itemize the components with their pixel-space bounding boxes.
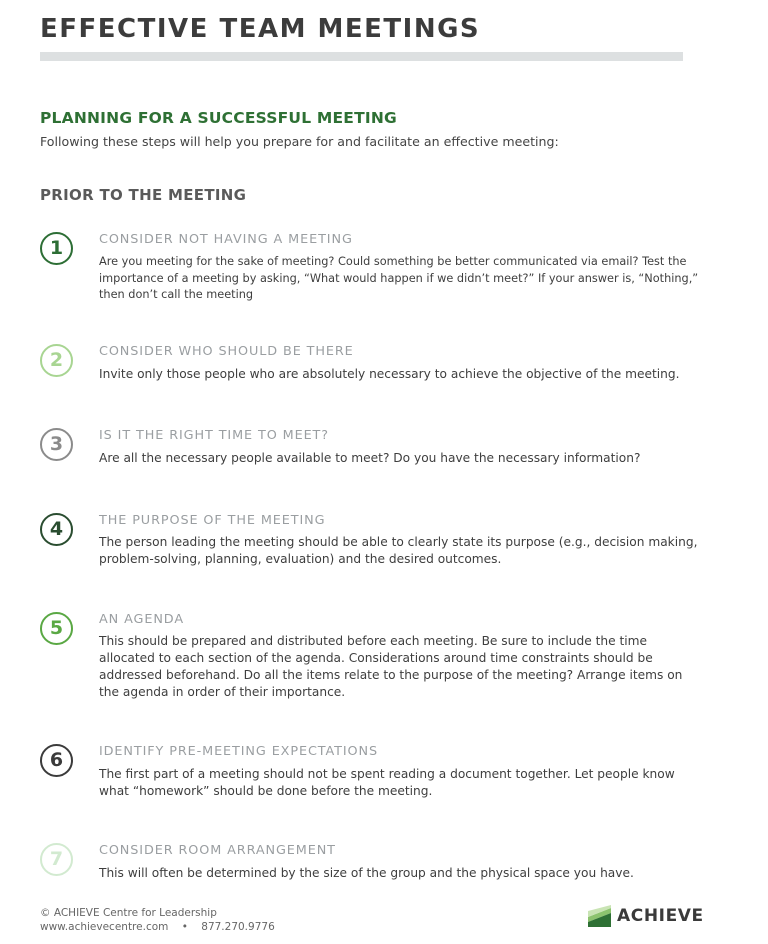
step-title: AN AGENDA xyxy=(99,612,184,627)
step-number-badge: 4 xyxy=(40,513,73,546)
footer-phone: 877.270.9776 xyxy=(201,921,275,933)
footer-separator: • xyxy=(181,921,188,933)
step-body: Invite only those people who are absolutely necessary to achieve the objective of the meeting. xyxy=(99,367,680,381)
step-body: The person leading the meeting should be able to clearly state its purpose (e.g., decision making, problem-solving, planning, evaluation) and the desired outcomes. xyxy=(99,535,698,566)
step-body: Are you meeting for the sake of meeting? Could something be better communicated via email? Test the importance of a meeting by asking, “What would happen if we didn’t meet?” If your answer is, “Nothing,” then don’t call the meeting xyxy=(99,255,699,301)
step-body: This should be prepared and distributed before each meeting. Be sure to include the time allocated to each section of the agenda. Considerations around time constraints should be addressed beforehand. Do all the items relate to the purpose of the meeting? Arrange items on the agenda in order of their importance. xyxy=(99,634,683,699)
section-heading: PLANNING FOR A SUCCESSFUL MEETING xyxy=(40,109,397,127)
step-number-badge: 6 xyxy=(40,744,73,777)
step-body: Are all the necessary people available to meet? Do you have the necessary information? xyxy=(99,451,641,465)
step-body: The first part of a meeting should not be spent reading a document together. Let people know what “homework” should be done before the meeting. xyxy=(99,767,675,798)
step-number-badge: 1 xyxy=(40,232,73,265)
step-number-badge: 2 xyxy=(40,344,73,377)
footer-website-link[interactable]: www.achievecentre.com xyxy=(40,921,169,933)
step-number-badge: 7 xyxy=(40,843,73,876)
achieve-logo-mark-icon xyxy=(588,905,611,927)
step-title: CONSIDER NOT HAVING A MEETING xyxy=(99,232,353,247)
step-number-badge: 5 xyxy=(40,612,73,645)
step-title: CONSIDER WHO SHOULD BE THERE xyxy=(99,344,354,359)
footer-copyright: © ACHIEVE Centre for Leadership xyxy=(40,907,217,919)
step-title: IS IT THE RIGHT TIME TO MEET? xyxy=(99,428,329,443)
achieve-logo-text: ACHIEVE xyxy=(617,906,704,926)
footer-contact xyxy=(40,921,275,933)
step-title: THE PURPOSE OF THE MEETING xyxy=(99,513,326,528)
step-title: CONSIDER ROOM ARRANGEMENT xyxy=(99,843,336,858)
step-number-badge: 3 xyxy=(40,428,73,461)
title-underline-bar xyxy=(40,52,683,61)
step-body: This will often be determined by the size of the group and the physical space you have. xyxy=(99,866,634,880)
intro-text: Following these steps will help you prepare for and facilitate an effective meeting: xyxy=(40,134,559,149)
page-title: EFFECTIVE TEAM MEETINGS xyxy=(40,14,481,44)
achieve-logo xyxy=(588,905,704,927)
sub-heading-prior: PRIOR TO THE MEETING xyxy=(40,186,247,204)
step-title: IDENTIFY PRE-MEETING EXPECTATIONS xyxy=(99,744,379,759)
